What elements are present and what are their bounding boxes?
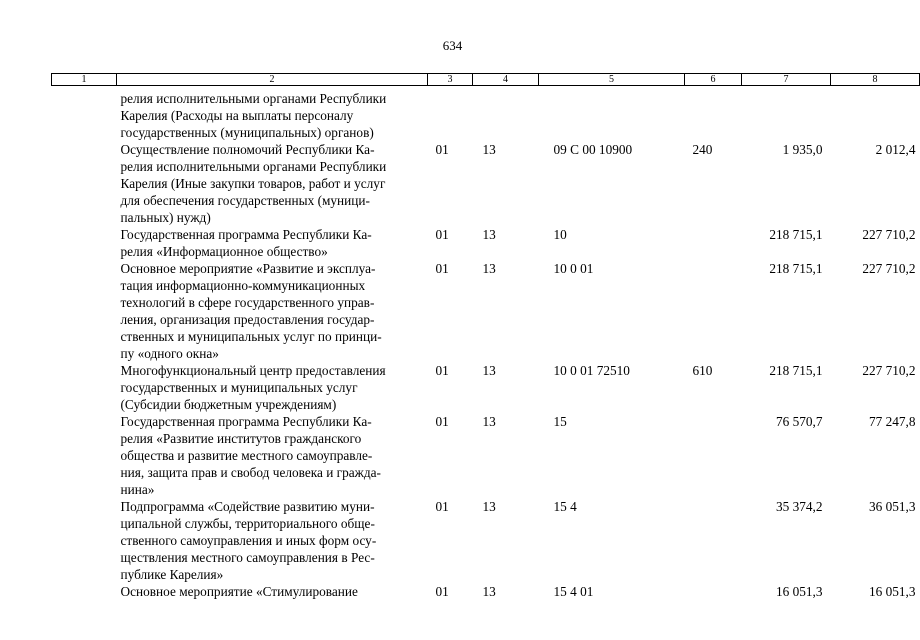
target-item-code-cell: 09 С 00 10900 <box>553 142 633 157</box>
row-number-cell <box>52 498 117 583</box>
amount-year-1-cell: 218 715,1 <box>769 227 823 242</box>
amount-year-2-cell: 227 710,2 <box>862 227 916 242</box>
row-name-line: общества и развитие местного самоуправле- <box>120 448 373 463</box>
row-name-line: Основное мероприятие «Стимулирование <box>120 584 358 599</box>
row-name-line: ственных и муниципальных услуг по принци- <box>120 329 382 344</box>
row-name-line: релия исполнительными органами Республики <box>120 91 387 106</box>
row-name-cell <box>117 226 428 260</box>
row-name-cell <box>117 583 428 600</box>
row-name-line: ния, защита прав и свобод человека и гражда- <box>120 465 381 480</box>
subsection-code-cell <box>473 86 539 142</box>
column-header-6: 6 <box>685 74 742 86</box>
target-item-code-cell <box>539 86 685 142</box>
column-header-7: 7 <box>742 74 831 86</box>
row-name-line: Карелия (Расходы на выплаты персоналу <box>120 108 354 123</box>
section-code-cell: 01 <box>435 499 449 514</box>
subsection-code-cell: 13 <box>482 584 496 599</box>
row-name-cell <box>117 413 428 498</box>
section-code-cell: 01 <box>435 142 449 157</box>
row-number-cell <box>52 86 117 142</box>
amount-year-1-cell: 35 374,2 <box>775 499 823 514</box>
row-name-cell <box>117 260 428 362</box>
row-name-cell <box>117 498 428 583</box>
row-name-line: Государственная программа Республики Ка- <box>120 414 372 429</box>
table-row <box>52 141 920 226</box>
target-item-code-cell: 10 0 01 <box>553 261 594 276</box>
row-number-cell <box>52 141 117 226</box>
column-header-1: 1 <box>52 74 117 86</box>
subsection-code-cell: 13 <box>482 142 496 157</box>
target-item-code-cell: 10 0 01 72510 <box>553 363 630 378</box>
table-row <box>52 260 920 362</box>
expense-type-code-cell <box>685 498 742 583</box>
table-row <box>52 362 920 413</box>
row-name-line: Осуществление полномочий Республики Ка- <box>120 142 375 157</box>
row-name-cell <box>117 141 428 226</box>
section-code-cell: 01 <box>435 584 449 599</box>
section-code-cell: 01 <box>435 261 449 276</box>
amount-year-2-cell: 2 012,4 <box>875 142 916 157</box>
table-header <box>52 74 920 86</box>
row-name-line: ления, организация предоставления государ- <box>120 312 375 327</box>
row-name-line: для обеспечения государственных (муници- <box>120 193 370 208</box>
row-name-cell <box>117 362 428 413</box>
column-header-8: 8 <box>831 74 920 86</box>
row-name-line: государственных (муниципальных) органов) <box>120 125 374 140</box>
expense-type-code-cell: 240 <box>692 142 713 157</box>
table-row <box>52 583 920 600</box>
row-number-cell <box>52 362 117 413</box>
amount-year-2-cell: 16 051,3 <box>868 584 916 599</box>
amount-year-1-cell <box>742 86 831 142</box>
subsection-code-cell: 13 <box>482 261 496 276</box>
budget-table <box>51 73 920 600</box>
column-number-row <box>52 74 920 86</box>
row-name-line: Многофункциональный центр предоставления <box>120 363 386 378</box>
row-name-line: нина» <box>120 482 155 497</box>
amount-year-2-cell: 227 710,2 <box>862 261 916 276</box>
row-name-line: публике Карелия» <box>120 567 224 582</box>
amount-year-1-cell: 16 051,3 <box>775 584 823 599</box>
row-name-line: Государственная программа Республики Ка- <box>120 227 372 242</box>
row-name-cell <box>117 86 428 142</box>
expense-type-code-cell: 610 <box>692 363 713 378</box>
row-number-cell <box>52 260 117 362</box>
amount-year-2-cell: 77 247,8 <box>868 414 916 429</box>
amount-year-2-cell: 36 051,3 <box>868 499 916 514</box>
row-name-line: релия исполнительными органами Республики <box>120 159 387 174</box>
row-name-line: ственного самоуправления и иных форм осу- <box>120 533 377 548</box>
column-header-3: 3 <box>428 74 473 86</box>
expense-type-code-cell <box>685 583 742 600</box>
table-row <box>52 498 920 583</box>
subsection-code-cell: 13 <box>482 414 496 429</box>
expense-type-code-cell <box>685 260 742 362</box>
row-number-cell <box>52 226 117 260</box>
row-name-line: релия «Развитие институтов гражданского <box>120 431 362 446</box>
amount-year-1-cell: 218 715,1 <box>769 363 823 378</box>
section-code-cell: 01 <box>435 414 449 429</box>
amount-year-2-cell: 227 710,2 <box>862 363 916 378</box>
page-number: 634 <box>442 38 463 53</box>
table-row <box>52 226 920 260</box>
expense-type-code-cell <box>685 226 742 260</box>
column-header-4: 4 <box>473 74 539 86</box>
amount-year-1-cell: 1 935,0 <box>782 142 823 157</box>
amount-year-2-cell <box>831 86 920 142</box>
row-number-cell <box>52 413 117 498</box>
subsection-code-cell: 13 <box>482 499 496 514</box>
row-name-line: государственных и муниципальных услуг <box>120 380 358 395</box>
section-code-cell <box>428 86 473 142</box>
table-row <box>52 413 920 498</box>
target-item-code-cell: 15 4 01 <box>553 584 594 599</box>
row-number-cell <box>52 583 117 600</box>
row-name-line: Подпрограмма «Содействие развитию муни- <box>120 499 375 514</box>
section-code-cell: 01 <box>435 227 449 242</box>
row-name-line: тация информационно-коммуникационных <box>120 278 366 293</box>
target-item-code-cell: 15 4 <box>553 499 577 514</box>
row-name-line: ществления местного самоуправления в Рес- <box>120 550 375 565</box>
row-name-line: пу «одного окна» <box>120 346 219 361</box>
row-name-line: пальных) нужд) <box>120 210 211 225</box>
row-name-line: технологий в сфере государственного управ- <box>120 295 375 310</box>
row-name-line: Карелия (Иные закупки товаров, работ и услуг <box>120 176 386 191</box>
subsection-code-cell: 13 <box>482 363 496 378</box>
target-item-code-cell: 10 <box>553 227 567 242</box>
subsection-code-cell: 13 <box>482 227 496 242</box>
row-name-line: релия «Информационное общество» <box>120 244 328 259</box>
amount-year-1-cell: 218 715,1 <box>769 261 823 276</box>
expense-type-code-cell <box>685 86 742 142</box>
row-name-line: (Субсидии бюджетным учреждениям) <box>120 397 337 412</box>
column-header-2: 2 <box>117 74 428 86</box>
amount-year-1-cell: 76 570,7 <box>775 414 823 429</box>
expense-type-code-cell <box>685 413 742 498</box>
target-item-code-cell: 15 <box>553 414 567 429</box>
column-header-5: 5 <box>539 74 685 86</box>
table-body <box>52 86 920 601</box>
table-row <box>52 86 920 142</box>
section-code-cell: 01 <box>435 363 449 378</box>
row-name-line: Основное мероприятие «Развитие и эксплуа- <box>120 261 376 276</box>
row-name-line: ципальной службы, территориального обще- <box>120 516 375 531</box>
